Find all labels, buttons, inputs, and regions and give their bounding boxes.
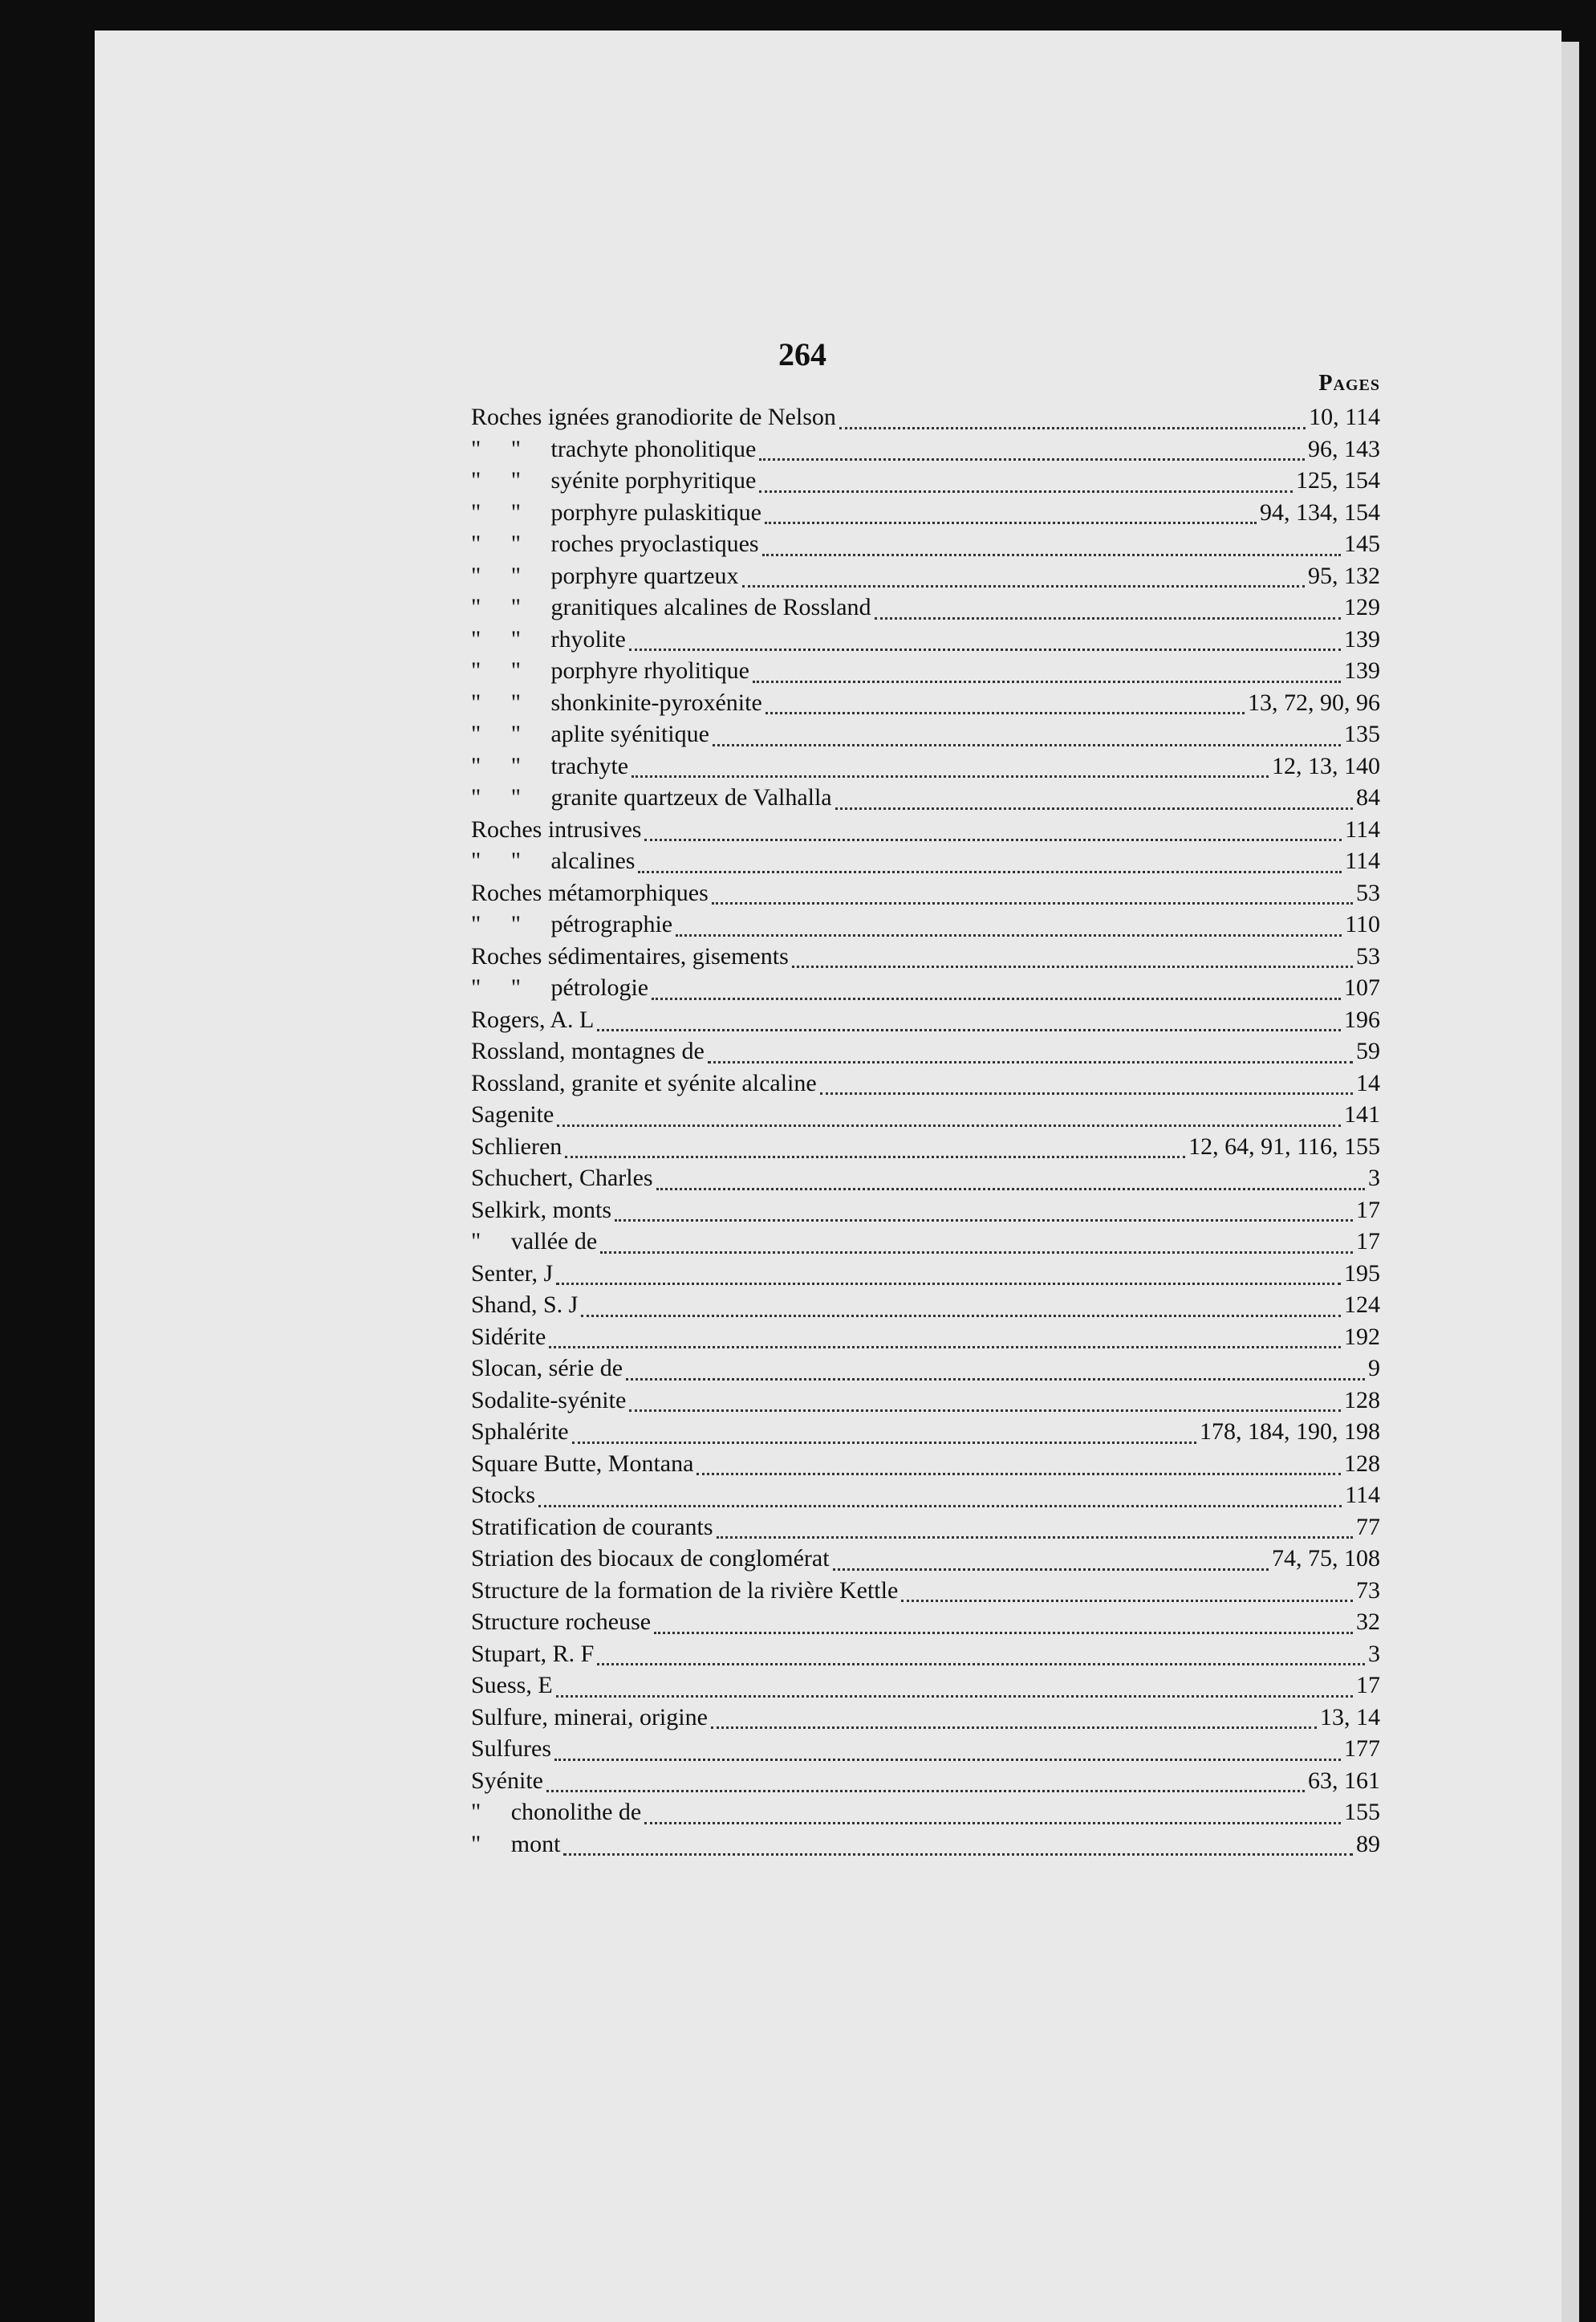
index-entry-term: Sulfure, minerai, origine — [471, 1703, 708, 1730]
dot-leader — [556, 1695, 1353, 1698]
index-entry-pages: 155 — [1344, 1799, 1380, 1825]
dot-leader — [901, 1600, 1353, 1602]
index-entry-term: Stocks — [471, 1482, 536, 1508]
index-entry-pages: 73 — [1356, 1576, 1380, 1604]
index-entry — [471, 1038, 1380, 1070]
index-entry-term: " mont — [471, 1830, 561, 1857]
index-entry — [471, 1641, 1380, 1673]
index-entry — [471, 1101, 1380, 1133]
index-entry-pages: 10, 114 — [1309, 404, 1380, 430]
dot-leader — [792, 966, 1353, 968]
dot-leader — [765, 522, 1257, 524]
dot-leader — [712, 902, 1353, 905]
index-entry — [471, 1133, 1380, 1165]
index-entry-pages: 107 — [1344, 974, 1380, 1001]
dot-leader — [656, 1188, 1365, 1190]
index-entry — [471, 1070, 1380, 1102]
index-entry-term: Rossland, granite et syénite alcaline — [471, 1069, 817, 1096]
dot-leader — [875, 617, 1341, 620]
index-entry-pages: 74, 75, 108 — [1272, 1545, 1380, 1572]
index-entry-pages: 177 — [1344, 1735, 1380, 1762]
index-entry-pages: 192 — [1344, 1323, 1380, 1350]
index-entry-pages: 9 — [1368, 1355, 1380, 1381]
index-entry-pages: 124 — [1344, 1291, 1380, 1318]
index-entry-term: Sagenite — [471, 1101, 554, 1128]
index-entry — [471, 1165, 1380, 1197]
index-entry-pages: 12, 64, 91, 116, 155 — [1188, 1133, 1380, 1160]
index-entry-term: Roches sédimentaires, gisements — [471, 942, 789, 970]
dot-leader — [629, 649, 1341, 651]
dot-leader — [652, 998, 1341, 1000]
index-entry-term: Roches métamorphiques — [471, 879, 709, 906]
index-entry-term: " " aplite syénitique — [471, 721, 709, 747]
dot-leader — [839, 427, 1306, 429]
dot-leader — [676, 934, 1342, 937]
index-entry-term: Sidérite — [471, 1323, 546, 1350]
dot-leader — [554, 1759, 1341, 1761]
page-edge — [1561, 42, 1579, 2322]
dot-leader — [713, 744, 1341, 746]
index-entry-pages: 12, 13, 140 — [1272, 752, 1380, 779]
dot-leader — [762, 554, 1341, 556]
dot-leader — [708, 1061, 1353, 1063]
index-entry-pages: 84 — [1356, 784, 1380, 811]
index-entry-term: Stupart, R. F — [471, 1640, 595, 1667]
index-entry-term: " " roches pryoclastiques — [471, 531, 759, 557]
index-entry-pages: 195 — [1344, 1259, 1380, 1287]
index-entry-pages: 110 — [1345, 911, 1380, 937]
dot-leader — [644, 839, 1342, 841]
index-entry-pages: 95, 132 — [1308, 562, 1380, 589]
index-entry — [471, 721, 1380, 753]
index-entry-term: Structure de la formation de la rivière Kettle — [471, 1576, 899, 1604]
index-list — [471, 404, 1380, 1862]
index-entry-term: Shand, S. J — [471, 1291, 579, 1318]
pages-column-header: Pages — [1318, 371, 1380, 396]
index-entry — [471, 499, 1380, 531]
index-entry — [471, 1197, 1380, 1229]
index-entry — [471, 563, 1380, 595]
dot-leader — [600, 1251, 1353, 1254]
index-entry — [471, 1545, 1380, 1577]
index-entry — [471, 1387, 1380, 1419]
index-entry-term: " " rhyolite — [471, 625, 626, 653]
index-entry — [471, 1482, 1380, 1514]
index-entry-pages: 141 — [1344, 1101, 1380, 1128]
index-entry-pages: 17 — [1356, 1196, 1380, 1223]
index-entry — [471, 784, 1380, 816]
index-entry-term: Stratification de courants — [471, 1513, 713, 1540]
index-entry-term: Striation des biocaux de conglomérat — [471, 1545, 830, 1572]
index-entry — [471, 1767, 1380, 1799]
index-entry — [471, 943, 1380, 975]
index-entry-pages: 14 — [1356, 1069, 1380, 1096]
index-entry-term: " " trachyte phonolitique — [471, 435, 757, 462]
index-entry-term: Roches ignées granodiorite de Nelson — [471, 404, 836, 430]
dot-leader — [538, 1505, 1342, 1507]
index-entry-pages: 196 — [1344, 1006, 1380, 1033]
dot-leader — [753, 681, 1341, 683]
index-entry-term: " " trachyte — [471, 752, 629, 779]
index-entry-term: " chonolithe de — [471, 1799, 642, 1825]
dot-leader — [742, 585, 1305, 588]
index-entry-pages: 94, 134, 154 — [1260, 498, 1380, 526]
index-entry-term: " " pétrologie — [471, 974, 649, 1001]
dot-leader — [631, 775, 1269, 778]
index-entry-term: Schuchert, Charles — [471, 1165, 653, 1191]
index-entry-pages: 63, 161 — [1308, 1767, 1380, 1794]
index-entry-pages: 139 — [1344, 657, 1380, 684]
index-entry-pages: 53 — [1356, 942, 1380, 970]
index-entry-term: Structure rocheuse — [471, 1608, 652, 1635]
index-entry-pages: 17 — [1356, 1672, 1380, 1698]
index-entry — [471, 1006, 1380, 1039]
dot-leader — [597, 1029, 1341, 1031]
index-entry-pages: 89 — [1356, 1830, 1380, 1857]
index-entry-pages: 135 — [1344, 721, 1380, 747]
index-entry — [471, 1260, 1380, 1292]
dot-leader — [717, 1536, 1353, 1539]
dot-leader — [563, 1853, 1353, 1856]
index-entry — [471, 753, 1380, 785]
index-entry — [471, 1735, 1380, 1767]
dot-leader — [572, 1442, 1196, 1444]
index-entry-pages: 114 — [1345, 1482, 1380, 1508]
index-entry-term: " " porphyre rhyolitique — [471, 657, 749, 684]
index-entry-pages: 129 — [1344, 594, 1380, 620]
index-entry-pages: 125, 154 — [1296, 467, 1380, 494]
index-entry — [471, 1450, 1380, 1482]
index-entry-term: Sodalite-syénite — [471, 1386, 627, 1413]
index-entry-term: " " granite quartzeux de Valhalla — [471, 784, 832, 811]
index-entry — [471, 911, 1380, 943]
index-entry — [471, 404, 1380, 436]
index-entry-pages: 128 — [1344, 1386, 1380, 1413]
index-entry — [471, 1291, 1380, 1324]
index-entry-term: Sphalérite — [471, 1418, 569, 1445]
index-entry — [471, 626, 1380, 658]
index-entry — [471, 467, 1380, 499]
index-entry-term: Syénite — [471, 1767, 543, 1794]
dot-leader — [565, 1156, 1185, 1158]
dot-leader — [626, 1378, 1365, 1381]
dot-leader — [581, 1315, 1341, 1317]
dot-leader — [557, 1124, 1341, 1127]
index-entry — [471, 436, 1380, 468]
page-number: 264 — [778, 336, 826, 372]
dot-leader — [696, 1473, 1341, 1475]
dot-leader — [654, 1632, 1353, 1634]
dot-leader — [766, 712, 1245, 714]
dot-leader — [546, 1790, 1305, 1792]
index-entry-term: Sulfures — [471, 1735, 551, 1762]
dot-leader — [759, 490, 1293, 493]
index-entry-pages: 53 — [1356, 879, 1380, 906]
index-entry-pages: 3 — [1368, 1640, 1380, 1667]
index-entry-term: " " granitiques alcalines de Rossland — [471, 594, 871, 620]
index-entry — [471, 880, 1380, 912]
index-entry-term: Rossland, montagnes de — [471, 1038, 705, 1064]
index-entry — [471, 1799, 1380, 1831]
index-entry-pages: 13, 72, 90, 96 — [1248, 689, 1380, 716]
index-entry-pages: 114 — [1345, 815, 1380, 843]
index-entry-pages: 3 — [1368, 1165, 1380, 1191]
dot-leader — [549, 1346, 1341, 1348]
index-entry-term: Senter, J — [471, 1259, 554, 1287]
dot-leader — [556, 1283, 1341, 1285]
dot-leader — [833, 1568, 1269, 1571]
index-entry-term: Rogers, A. L — [471, 1006, 595, 1033]
index-entry — [471, 1418, 1380, 1450]
index-entry — [471, 1324, 1380, 1356]
index-entry-term: Suess, E — [471, 1672, 553, 1698]
index-entry-pages: 32 — [1356, 1608, 1380, 1635]
index-entry — [471, 594, 1380, 626]
index-entry-pages: 77 — [1356, 1513, 1380, 1540]
dot-leader — [615, 1219, 1353, 1222]
index-entry-term: Roches intrusives — [471, 815, 642, 843]
dot-leader — [820, 1092, 1353, 1095]
index-entry — [471, 531, 1380, 563]
index-entry — [471, 1577, 1380, 1609]
index-entry-term: " vallée de — [471, 1228, 598, 1255]
index-entry-pages: 145 — [1344, 531, 1380, 557]
index-entry — [471, 1672, 1380, 1704]
index-entry — [471, 657, 1380, 689]
index-entry-pages: 128 — [1344, 1450, 1380, 1477]
index-entry — [471, 816, 1380, 848]
index-entry-pages: 59 — [1356, 1038, 1380, 1064]
dot-leader — [597, 1663, 1365, 1665]
index-entry-term: " " porphyre quartzeux — [471, 562, 739, 589]
index-entry-term: Square Butte, Montana — [471, 1450, 694, 1477]
index-entry-term: Selkirk, monts — [471, 1196, 612, 1223]
index-entry — [471, 848, 1380, 880]
index-entry — [471, 1228, 1380, 1260]
index-entry — [471, 1514, 1380, 1546]
index-entry — [471, 974, 1380, 1006]
index-entry-term: " " syénite porphyritique — [471, 467, 757, 494]
index-entry-pages: 178, 184, 190, 198 — [1200, 1418, 1380, 1445]
index-entry — [471, 1608, 1380, 1641]
dot-leader — [835, 807, 1353, 810]
index-entry — [471, 1355, 1380, 1387]
dot-leader — [644, 1822, 1341, 1824]
dot-leader — [629, 1409, 1341, 1412]
index-entry-pages: 96, 143 — [1308, 435, 1380, 462]
index-entry-pages: 17 — [1356, 1228, 1380, 1255]
index-entry — [471, 1831, 1380, 1863]
index-entry-term: " " alcalines — [471, 848, 636, 874]
dot-leader — [759, 458, 1305, 461]
index-entry-pages: 13, 14 — [1320, 1703, 1380, 1730]
index-entry-term: " " pétrographie — [471, 911, 673, 937]
index-entry-pages: 139 — [1344, 625, 1380, 653]
index-entry-term: Slocan, série de — [471, 1355, 623, 1381]
dot-leader — [638, 871, 1342, 873]
index-entry — [471, 689, 1380, 722]
index-entry-term: " " porphyre pulaskitique — [471, 498, 761, 526]
index-entry-term: Schlieren — [471, 1133, 562, 1160]
index-entry-pages: 114 — [1345, 848, 1380, 874]
dot-leader — [711, 1726, 1317, 1729]
index-entry — [471, 1704, 1380, 1736]
index-entry-term: " " shonkinite-pyroxénite — [471, 689, 762, 716]
